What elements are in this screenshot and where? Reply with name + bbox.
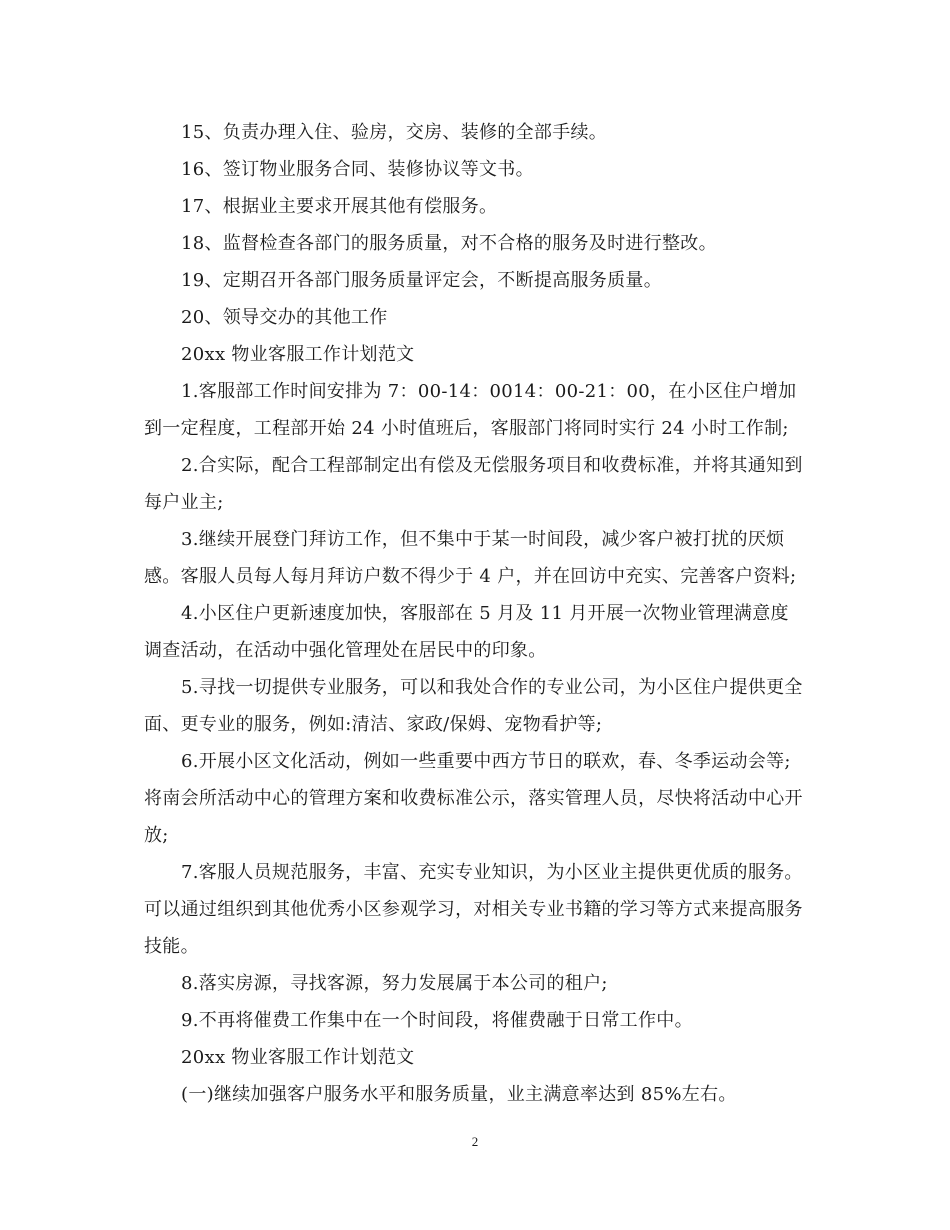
plan-item-9: 9.不再将催费工作集中在一个时间段，将催费融于日常工作中。 — [181, 1010, 693, 1031]
plan-item-2: 2.合实际，配合工程部制定出有偿及无偿服务项目和收费标准，并将其通知到每户业主; — [144, 455, 803, 513]
paragraph-item-19: 19、定期召开各部门服务质量评定会，不断提高服务质量。 — [181, 270, 663, 291]
plan-item-1: 1.客服部工作时间安排为 7：00-14：0014：00-21：00，在小区住户增加到一定程度，工程部开始 24 小时值班后，客服部门将同时实行 24 小时工作制; — [144, 381, 797, 439]
paragraph-item-17: 17、根据业主要求开展其他有偿服务。 — [181, 196, 498, 217]
plan-item-5: 5.寻找一切提供专业服务，可以和我处合作的专业公司，为小区住户提供更全面、更专业的服务，例如:清洁、家政/保姆、宠物看护等; — [144, 677, 803, 735]
document-body — [144, 114, 804, 1113]
plan-item-3: 3.继续开展登门拜访工作，但不集中于某一时间段，减少客户被打扰的厌烦感。客服人员每人每月拜访户数不得少于 4 户，并在回访中充实、完善客户资料; — [144, 529, 797, 587]
page-number: 2 — [471, 1134, 479, 1149]
paragraph-item-18: 18、监督检查各部门的服务质量，对不合格的服务及时进行整改。 — [181, 233, 717, 254]
plan-item-4: 4.小区住户更新速度加快，客服部在 5 月及 11 月开展一次物业管理满意度调查活动，在活动中强化管理处在居民中的印象。 — [144, 603, 789, 661]
paragraph-item-16: 16、签订物业服务合同、装修协议等文书。 — [181, 159, 534, 180]
goal-item-1: (一)继续加强客户服务水平和服务质量，业主满意率达到 85%左右。 — [181, 1084, 737, 1105]
section-heading: 20xx 物业客服工作计划范文 — [181, 1047, 415, 1068]
plan-item-7: 7.客服人员规范服务，丰富、充实专业知识，为小区业主提供更优质的服务。可以通过组织到其他优秀小区参观学习，对相关专业书籍的学习等方式来提高服务技能。 — [144, 862, 803, 957]
paragraph-item-20: 20、领导交办的其他工作 — [181, 307, 388, 328]
plan-item-6: 6.开展小区文化活动，例如一些重要中西方节日的联欢，春、冬季运动会等;将南会所活动中心的管理方案和收费标准公示，落实管理人员，尽快将活动中心开放; — [144, 751, 803, 846]
plan-item-8: 8.落实房源，寻找客源，努力发展属于本公司的租户; — [181, 973, 608, 994]
paragraph-item-15: 15、负责办理入住、验房，交房、装修的全部手续。 — [181, 122, 608, 143]
section-heading: 20xx 物业客服工作计划范文 — [181, 344, 415, 365]
